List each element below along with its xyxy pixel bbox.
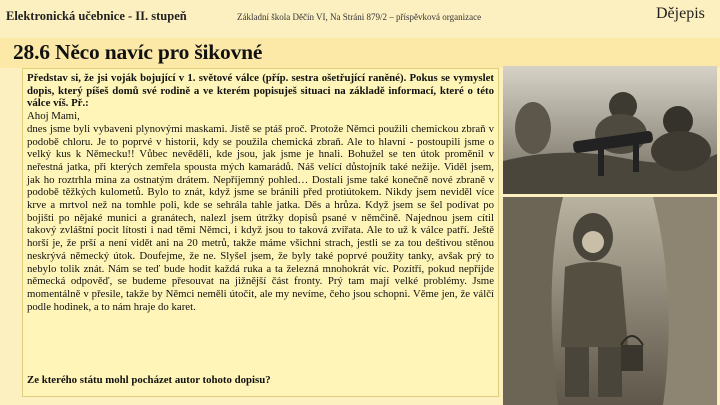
page-title: 28.6 Něco navíc pro šikovné	[13, 40, 263, 64]
letter-body: dnes jsme byli vybaveni plynovými maskami. Jistě se ptáš proč. Protože Němci použili chemickou zbraň v podobě chloru. Je to poprvé v historii, kdy se použila chemická zbraň. Ale to hlavní - postoupili jsme o velký kus k Německu!! Vůbec nevěděli, kde jsou, jak jsme je hnali. Bohužel se ten útok proměnil v neřestná jatka, při kterých zemřela spousta mých kamarádů. Náš velící důstojník také nežije. Viděl jsem, jak ho roztrhla mina za ostnatým drátem. Nepříjemný pohled… Dostali jsme také konečně nové zbraně v podobě těžkých kulometů. Bylo to znát, když jsme se bránili před protiútokem. Nikdy jsem neviděl více krve a mrtvol než na tomhle poli, kde se sehrála tahle jatka. Děs a hrůza. Když jsem se šel podívat po bojišti po nějaké munici a granátech, nalezl jsem útržky dopisů psané v němčině. Najednou jsem cítil takový zvláštní pocit lítosti i nad těmi Němci, i když jsou to taková zvířata. Ale to už k válce patří. Ještě horší je, že prší a není vidět ani na 20 metrů, takže máme všichni strach, jestli se za tou deštivou stěnou neskrývá německý útok. Doufejme, že ne. Slyšel jsem, že byly také poprvé použity tanky, avšak prý to nebylo tolik znát. Nám se teď bude hodit každá ruka a ta železná mnohokrát víc. Pozítří, pokud nepřijde německá odpověď, se budeme přesouvat na jižnější část fronty. Prý tam mají velké problémy. Jsme momentálně v přesile, takže by Němci neměli útočit, ale my nevíme, čeho jsou schopni. Věme jen, že válčí podle hodinek, a to nám hraje do karet.	[27, 122, 494, 313]
photo-gas-mask-soldiers-image	[503, 66, 717, 194]
letter-textbox	[22, 68, 499, 397]
letter-greeting: Ahoj Mami,	[27, 110, 80, 123]
photo-trench-soldier	[503, 197, 717, 405]
photo-gas-mask-soldiers	[503, 66, 717, 194]
task-question: Ze kterého státu mohl pocházet autor tohoto dopisu?	[27, 374, 271, 386]
header-textbook-title: Elektronická učebnice - II. stupeň	[6, 9, 187, 23]
header-subject: Dějepis	[656, 5, 705, 22]
header-school-name: Základní škola Děčín VI, Na Stráni 879/2 – příspěvková organizace	[237, 12, 482, 22]
task-intro: Představ si, že jsi voják bojující v 1. světové válce (příp. sestra ošetřující raněné). Pokus se vymyslet dopis, který píšeš domů své rodině a ve kterém popisuješ situaci na základě informací, které o této válce víš. Př.:	[27, 72, 494, 110]
header-bar	[0, 0, 720, 34]
photo-trench-soldier-image	[503, 197, 717, 405]
